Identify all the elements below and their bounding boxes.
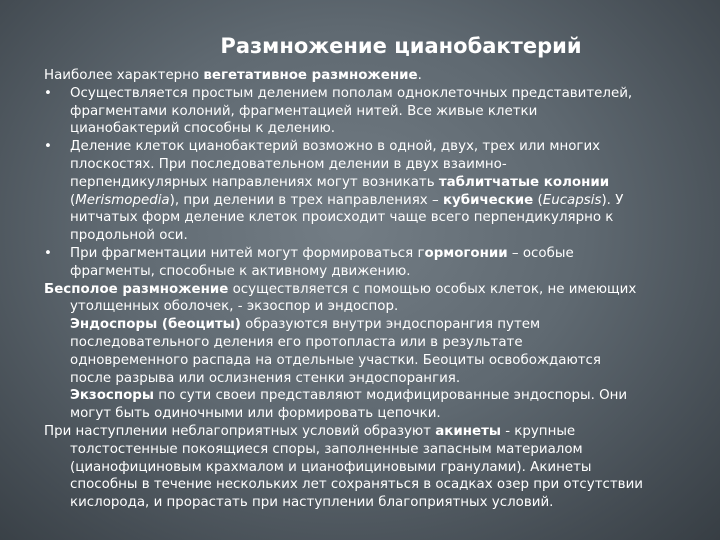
- bullet3-line: [70, 245, 694, 263]
- term-exospores: Экзоспоры: [70, 388, 154, 404]
- exospores-line: [70, 387, 694, 405]
- asexual-line: утолщенных оболочек, - экзоспор и эндоспор.: [70, 299, 399, 315]
- intro-emphasis: вегетативное размножение: [203, 68, 418, 83]
- akinetes-line: [44, 423, 694, 441]
- genus-eucapsis: Eucapsis: [542, 192, 602, 208]
- bullet3-line: фрагменты, способные к активному движению.: [70, 263, 411, 279]
- bullet2-text: ). У: [601, 192, 624, 208]
- endospores-line: одновременного распада на отдельные участки. Беоциты освобождаются: [70, 352, 601, 368]
- bullet-marker: •: [44, 245, 52, 261]
- term-hormogonia: ормогонии: [424, 245, 508, 261]
- endospores-line: последовательного деления его протопласта или в результате: [70, 334, 523, 350]
- exospores-text: по сути своеи представляют модифицированные эндоспоры. Они: [153, 388, 628, 404]
- akinetes-line: кислорода, и прорастать при наступлении благоприятных условий.: [70, 495, 554, 511]
- akinetes-line: толстостенные покоящиеся споры, заполненные запасным материалом: [70, 441, 583, 457]
- bullet2-text: (: [70, 192, 76, 208]
- bullet3-text: – особые: [507, 245, 574, 261]
- bullet2-line: [70, 192, 694, 210]
- endospores-text: образуются внутри эндоспорангия путем: [240, 317, 541, 333]
- bullet-marker: •: [44, 139, 52, 155]
- exospores-line: могут быть одиночными или формировать цепочки.: [70, 406, 441, 422]
- bullet2-line: плоскостях. При последовательном делении в двух взаимно-: [70, 156, 507, 172]
- intro-text: Наиболее характерно: [44, 68, 204, 83]
- akinetes-text: При наступлении неблагоприятных условий образуют: [44, 423, 436, 439]
- exospores-paragraph: [44, 387, 694, 423]
- intro-end: .: [417, 68, 422, 83]
- akinetes-line: способны в течение нескольких лет сохраняться в осадках озер при отсутствии: [70, 477, 643, 493]
- slide-title: Размножение цианобактерий: [220, 34, 582, 58]
- term-endospores: Эндоспоры (беоциты): [70, 317, 241, 333]
- akinetes-line: (цианофициновым крахмалом и цианофициновыми гранулами). Акинеты: [70, 459, 592, 475]
- bullet1-line: Осуществляется простым делением пополам одноклеточных представителей,: [70, 85, 633, 101]
- asexual-paragraph: [44, 281, 694, 317]
- endospores-paragraph: [44, 316, 694, 387]
- bullet-item-planes: [44, 138, 694, 245]
- bullet1-line: цианобактерий способны к делению.: [70, 121, 336, 137]
- bullet2-text: ), при делении в трех направлениях –: [169, 192, 443, 208]
- bullet-marker: •: [44, 85, 52, 101]
- endospores-line: после разрыва или ослизнения стенки эндоспорангия.: [70, 370, 461, 386]
- akinetes-text: - крупные: [500, 423, 576, 439]
- term-cubic: кубические: [442, 192, 534, 208]
- bullet2-line: продольной оси.: [70, 228, 188, 244]
- term-akinetes: акинеты: [435, 423, 501, 439]
- bullet2-line: Деление клеток цианобактерий возможно в одной, двух, трех или многих: [70, 139, 601, 155]
- slide-content: [44, 67, 694, 512]
- bullet2-line: [70, 174, 694, 192]
- bullet-item-hormogonia: [44, 245, 694, 281]
- term-asexual-reproduction: Бесполое размножение: [44, 281, 229, 297]
- term-tabular-colonies: таблитчатые колонии: [438, 174, 610, 190]
- asexual-text: осуществляется с помощью особых клеток, не имеющих: [228, 281, 637, 297]
- endospores-line: [70, 316, 694, 334]
- bullet2-line: нитчатых форм деление клеток происходит чаще всего перпендикулярно к: [70, 210, 614, 226]
- bullet3-text: При фрагментации нитей могут формироваться г: [70, 245, 425, 261]
- intro-paragraph: [44, 67, 694, 85]
- bullet2-text: (: [533, 192, 543, 208]
- asexual-line: [44, 281, 694, 299]
- bullet-item-division: [44, 85, 694, 138]
- akinetes-paragraph: [44, 423, 694, 512]
- bullet1-line: фрагментами колоний, фрагментацией нитей. Все живые клетки: [70, 103, 538, 119]
- genus-merismopedia: Merismopedia: [75, 192, 170, 208]
- bullet2-text: перпендикулярных направлениях могут возникать: [70, 174, 439, 190]
